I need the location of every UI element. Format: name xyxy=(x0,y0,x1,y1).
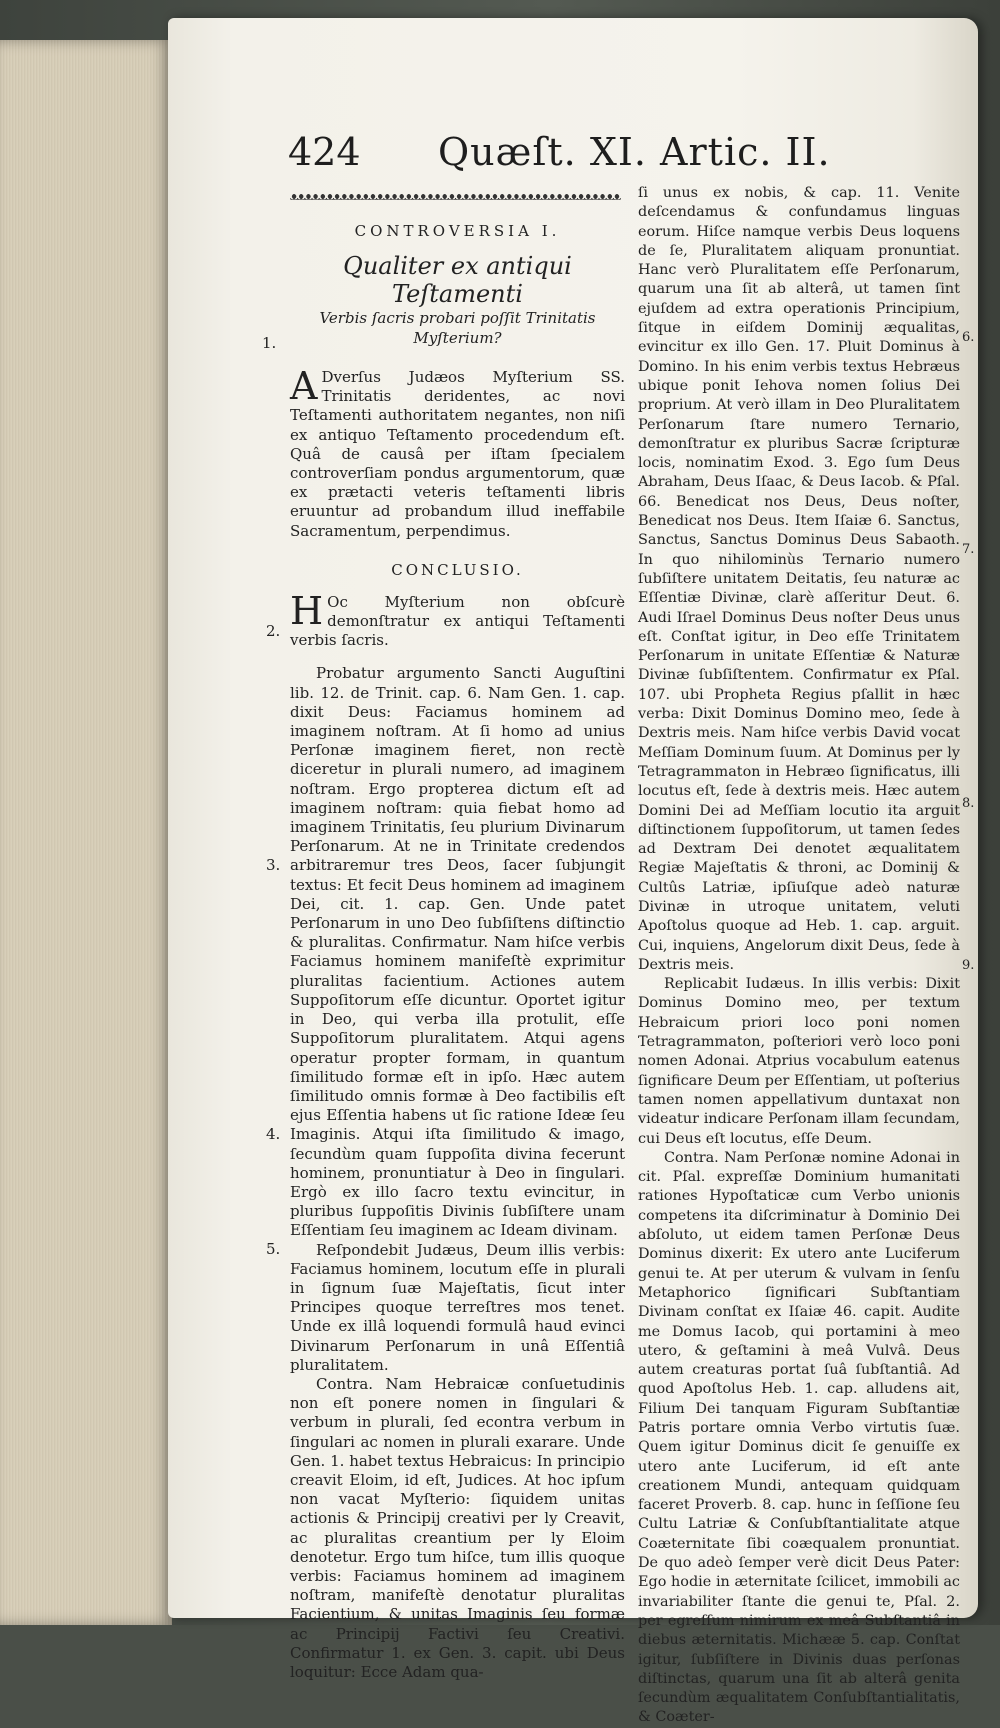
margin-number: 6. xyxy=(962,330,975,345)
controversia-heading: CONTROVERSIA I. xyxy=(354,222,561,240)
page-number: 424 xyxy=(288,130,361,174)
drop-cap: H xyxy=(290,588,324,633)
paragraph-continued: ſi unus ex nobis, & cap. 11. Venite deſcendamus & confundamus linguas eorum. Hiſce namque verbis Deus loquens de ſe, Pluralitatem aliquam pronuntiat. Hanc verò Pluralitatem eſſe Perſonarum, quarum una ſit ab alterâ, ut tamen ſint ejuſdem ad extra operationis Principium, ſitque in eiſdem Dominij æqualitas, evincitur ex illo Gen. 17. Pluit Dominus à Domino. In his enim verbis textus Hebræus ubique ponit Iehova nomen ſolius Dei proprium. At verò illam in Deo Pluralitatem Perſonarum ſtare numero Ternario, demonſtratur ex pluribus Sacræ ſcripturæ locis, nominatim Exod. 3. Ego ſum Deus Abraham, Deus Iſaac, & Deus Iacob. & Pſal. 66. Benedicat nos Deus, Deus noſter, Benedicat nos Deus. Item Iſaiæ 6. Sanctus, Sanctus, Sanctus Dominus Deus Sabaoth. In quo nihilominùs Ternario numero ſubſiſtere unitatem Deitatis, ſeu naturæ ac Eſſentiæ Divinæ, clarè aſſeritur Deut. 6. Audi Iſrael Dominus Deus noſter Deus unus eſt. Conſtat igitur, in Deo eſſe Trinitatem Perſonarum in unitate Eſſentiæ & Naturæ Divinæ ſubſiſtentem. Confirmatur ex Pſal. 107. ubi Propheta Regius pſallit in hæc verba: Dixit Dominus Domino meo, ſede à Dextris meis. Nam hiſce verbis David vocat Meſſiam Dominum ſuum. At Dominus per ly Tetragrammaton in Hebræo ſignificatus, illi locutus eſt, ſede à dextris meis. Hæc autem Domini Dei ad Meſſiam locutio ita arguit diſtinctionem ſuppoſitorum, ut tamen ſedes ad Dextram Dei denotet æqualitatem Regiæ Majeſtatis & throni, ac Dominij & Cultûs Latriæ, ipſiuſque adeò naturæ Divinæ in utroque unitatem, veluti Apoſtolus quoque ad Heb. 1. cap. arguit. Cui, inquiens, Angelorum dixit Deus, ſede à Dextris meis. xyxy=(638,185,960,973)
margin-number: 2. xyxy=(266,622,281,640)
paragraph-contra: Contra. Nam Perſonæ nomine Adonai in cit. Pſal. expreſſæ Dominium humanitati rationes Hypoſtaticæ cum Verbo unionis competens ita diſcriminatur à Dominio Dei abſoluto, ut eidem tamen Perſonæ Deus Dominus dixerit: Ex utero ante Luciferum genui te. At per uterum & vulvam in ſenſu Metaphorico ſignificari Subſtantiam Divinam conſtat ex Iſaiæ 46. capit. Audite me Domus Iacob, qui portamini à meo utero, & geſtamini à meâ Vulvâ. Deus autem creaturas portat ſuâ ſubſtantiâ. Ad quod Apoſtolus Heb. 1. cap. alludens ait, Filium Dei tanquam Figuram Subſtantiæ Patris portare omnia Verbo virtutis ſuæ. Quem igitur Dominus dicit ſe genuiſſe ex utero ante Luciferum, id eſt ante creationem Mundi, antequam quidquam faceret Proverb. 8. cap. hunc in ſeſſione ſeu Cultu Latriæ & Conſubſtantialitate atque Coæternitate ſibi coæqualem pronuntiat. De quo adeò ſemper verè dicit Deus Pater: Ego hodie in æternitate ſcilicet, immobili ac invariabiliter ſtante die genui te, Pſal. 2. per egreſſum nimirum ex meâ Subſtantiâ in diebus æternitatis. Michææ 5. cap. Conſtat igitur, ſubſiſtere in Divinis duas perſonas diſtinctas, quarum una ſit ab alterâ genita ſecundùm æqualitatem Conſubſtantialitatis, & Coæter- xyxy=(638,1149,960,1726)
margin-number: 3. xyxy=(266,856,281,874)
conclusio-heading: CONCLUSIO. xyxy=(391,560,524,579)
paragraph-4: Reſpondebit Judæus, Deum illis verbis: Faciamus hominem, locutum eſſe in plurali in ſignum ſuæ Majeſtatis, ſicut inter Principes quoque terreſtres mos tenet. Unde ex illâ loquendi formulâ haud evinci Divinarum Perſonarum in unâ Eſſentiâ pluralitatem. xyxy=(290,1240,625,1374)
question-title: Qualiter ex antiqui Teſtamenti xyxy=(343,252,572,308)
margin-number: 8. xyxy=(962,796,975,811)
page-header xyxy=(288,130,831,180)
left-column xyxy=(290,190,625,1682)
margin-number: 1. xyxy=(262,334,277,352)
margin-number: 4. xyxy=(266,1125,281,1143)
right-column xyxy=(638,184,960,1726)
ornament-band: ᴥᴥᴥᴥᴥᴥᴥᴥᴥᴥᴥᴥᴥᴥᴥᴥᴥᴥᴥᴥᴥᴥᴥᴥᴥᴥᴥᴥᴥᴥᴥᴥᴥᴥᴥᴥᴥᴥᴥᴥᴥᴥᴥᴥᴥᴥ xyxy=(290,190,621,203)
paragraph-5: Contra. Nam Hebraicæ conſuetudinis non eſt ponere nomen in ſingulari & verbum in plurali, ſed econtra verbum in ſingulari ac nomen in plurali exarare. Unde Gen. 1. habet textus Hebraicus: In principio creavit Eloim, id eſt, Judices. At hoc ipſum non vacat Myſterio: ſiquidem unitas actionis & Principij creativi per ly Creavit, ac pluralitas creantium per ly Eloim denotetur. Ergo tum hiſce, tum illis quoque verbis: Faciamus hominem ad imaginem noſtram, manifeſtè denotatur pluralitas Facientium, & unitas Imaginis ſeu formæ ac Principij Factivi ſeu Creativi. Confirmatur 1. ex Gen. 3. capit. ubi Deus loquitur: Ecce Adam qua- xyxy=(290,1374,625,1681)
paragraph-replicabit: Replicabit Iudæus. In illis verbis: Dixit Dominus Domino meo, per textum Hebraicum priori loco poni nomen Tetragrammaton, poſteriori verò loco poni nomen Adonai. Atprius vocabulum eatenus ſignificare Deum per Eſſentiam, ut poſterius tamen nomen appellativum duntaxat non videatur indicare Perſonam illam ſecundam, cui Deus eſt locutus, eſſe Deum. xyxy=(638,976,960,1147)
running-title: Quæſt. XI. Artic. II. xyxy=(438,130,831,174)
question-subtitle: Myſterium? xyxy=(413,329,502,347)
paragraph-2: Probatur argumento Sancti Auguſtini lib. 12. de Trinit. cap. 6. Nam Gen. 1. cap. dixit Deus: Faciamus hominem ad imaginem noſtram. At ſi homo ad unius Perſonæ imaginem fieret, non rectè diceretur in plurali numero, ad imaginem noſtram. Ergo propterea dictum eſt ad imaginem noſtram: quia fiebat homo ad imaginem Trinitatis, ſeu plurium Divinarum Perſonarum. At ne in Trinitate credendos arbitraremur tres Deos, ſacer ſubjungit textus: Et fecit Deus hominem ad imaginem Dei, cit. 1. cap. Gen. Unde patet Perſonarum in uno Deo ſubſiſtens diſtinctio & pluralitas. Confirmatur. Nam hiſce verbis Faciamus hominem manifeſtè exprimitur pluralitas facientium. Actiones autem Suppoſitorum eſſe dicuntur. Oportet igitur in Deo, qui verba illa protulit, eſſe Suppoſitorum pluralitatem. Atqui agens operatur propter formam, in quantum ſimilitudo formæ eſt in ipſo. Hæc autem ſimilitudo omnis formæ à Deo factibilis eſt ejus Eſſentia habens ut ſic ratione Ideæ ſeu Imaginis. Atqui iſta ſimilitudo & imago, ſecundùm quam ſuppoſita divina fecerunt hominem, pronuntiatur à Deo in ſingulari. Ergò ex illo ſacro textu evincitur, in pluribus ſuppoſitis Divinis ſubſiſtere unam Eſſentiam ſeu imaginem ac Ideam divinam. xyxy=(290,664,625,1240)
drop-cap: A xyxy=(290,364,318,408)
page-edges xyxy=(0,40,172,1625)
conclusio-paragraph: H Oc Myſterium non obſcurè demonſtratur ex antiqui Teſtamenti verbis ſacris. xyxy=(290,588,625,650)
intro-paragraph: A Dverſus Judæos Myſterium SS. Trinitatis deridentes, ac novi Teſtamenti authoritatem negantes, non niſi ex antiquo Teſtamento procedendum eſt. Quâ de causâ per iſtam ſpecialem controverſiam pondus argumentorum, quæ ex prætacti veteris teſtamenti libris eruuntur ad probandum illud ineffabile Sacramentum, perpendimus. xyxy=(290,364,625,540)
margin-number: 5. xyxy=(266,1240,281,1258)
question-subtitle: Verbis ſacris probari poſſit Trinitatis xyxy=(319,309,596,327)
margin-number: 7. xyxy=(962,542,975,557)
margin-number: 9. xyxy=(962,958,975,973)
